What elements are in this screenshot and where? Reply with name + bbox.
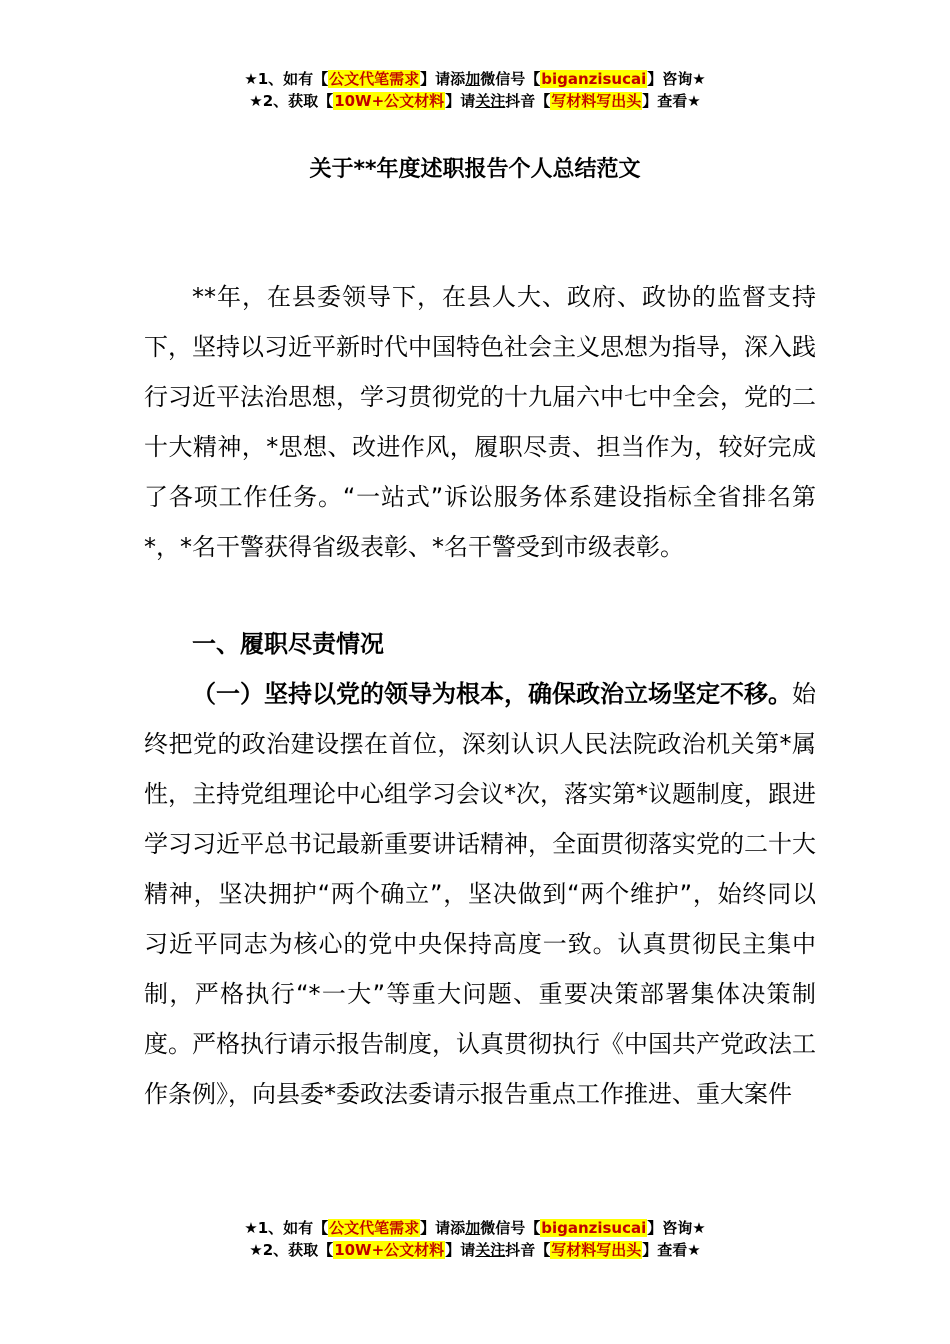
promo-text: ★2、获取【 [249,92,334,110]
section-heading-block [144,619,816,669]
promo-text: ★2、获取【 [249,1241,334,1259]
promo-banner-bottom [0,1217,950,1261]
promo-line-1 [0,1217,950,1239]
promo-text: 抖音【 [505,92,551,110]
promo-text: 】查看★ [642,92,701,110]
subsection-heading: （一）坚持以党的领导为根本，确保政治立场坚定不移。 [192,680,792,708]
promo-underlined-text: 加 [465,1219,481,1237]
section-heading: 一、履职尽责情况 [192,630,384,658]
promo-highlight: 公文代笔需求 [329,1219,420,1237]
promo-underlined-text: 加 [465,70,481,88]
promo-text: 抖音【 [505,1241,551,1259]
promo-text: 】咨询★ [647,70,706,88]
subsection-paragraph [144,669,816,1119]
promo-underlined-text: 关注 [475,92,506,110]
promo-text: 】请 [445,92,476,110]
promo-text: ★1、如有【 [244,70,329,88]
promo-text: ★1、如有【 [244,1219,329,1237]
promo-text: 】请添 [420,1219,466,1237]
promo-wechat-id: biganzisucai [541,1219,647,1237]
promo-text: 微信号【 [480,1219,541,1237]
promo-banner-top [0,68,950,112]
promo-line-2 [0,1239,950,1261]
promo-wechat-id: biganzisucai [541,70,647,88]
promo-text: 】查看★ [642,1241,701,1259]
intro-paragraph-block [144,272,816,572]
subsection-body: 始终把党的政治建设摆在首位，深刻认识人民法院政治机关第*属性，主持党组理论中心组学习会议*次，落实第*议题制度，跟进学习习近平总书记最新重要讲话精神，全面贯彻落实党的二十大精神，坚决拥护“两个确立”，坚决做到“两个维护”，始终同以习近平同志为核心的党中央保持高度一致。认真贯彻民主集中制，严格执行“*一大”等重大问题、重要决策部署集体决策制度。严格执行请示报告制度，认真贯彻执行《中国共产党政法工作条例》，向县委*委政法委请示报告重点工作推进、重大案件 [144,680,816,1108]
promo-douyin-account: 写材料写出头 [551,1241,642,1259]
promo-text: 微信号【 [480,70,541,88]
document-title: 关于**年度述职报告个人总结范文 [309,157,641,182]
promo-highlight: 10W+公文材料 [334,1241,445,1259]
subsection-paragraph-block [144,669,816,1119]
promo-line-1 [0,68,950,90]
promo-douyin-account: 写材料写出头 [551,92,642,110]
promo-text: 】请 [445,1241,476,1259]
promo-line-2 [0,90,950,112]
promo-text: 】请添 [420,70,466,88]
promo-highlight: 10W+公文材料 [334,92,445,110]
promo-underlined-text: 关注 [475,1241,506,1259]
intro-paragraph: **年，在县委领导下，在县人大、政府、政协的监督支持下，坚持以习近平新时代中国特色社会主义思想为指导，深入践行习近平法治思想，学习贯彻党的十九届六中七中全会，党的二十大精神，*思想、改进作风，履职尽责、担当作为，较好完成了各项工作任务。“一站式”诉讼服务体系建设指标全省排名第*，*名干警获得省级表彰、*名干警受到市级表彰。 [144,283,816,561]
promo-highlight: 公文代笔需求 [329,70,420,88]
promo-text: 】咨询★ [647,1219,706,1237]
